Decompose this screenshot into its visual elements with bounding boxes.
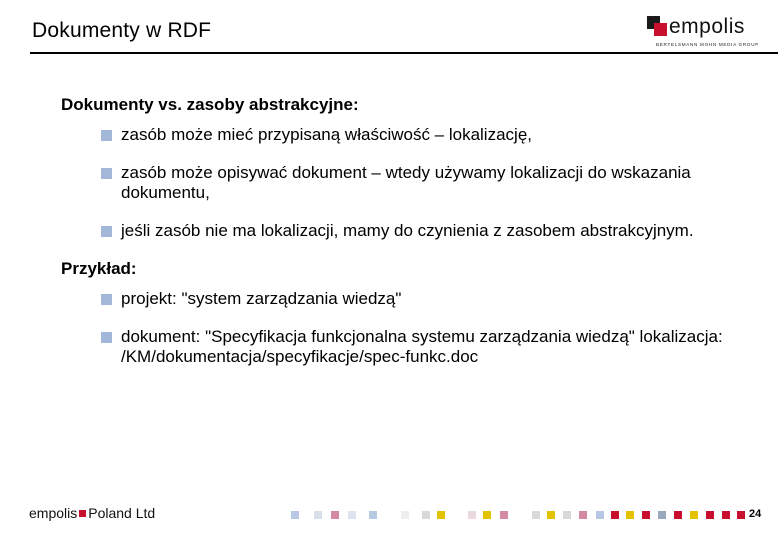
list-item (61, 163, 761, 203)
slide-content (61, 95, 761, 385)
bullet-list-abstract (61, 125, 761, 241)
decor-square (291, 511, 299, 519)
list-item-text: jeśli zasób nie ma lokalizacji, mamy do czynienia z zasobem abstrakcyjnym. (121, 221, 694, 240)
bullet-icon (101, 168, 112, 179)
decor-square (579, 511, 587, 519)
decor-square (690, 511, 698, 519)
footer-company-name: empolis (29, 505, 78, 521)
logo-wordmark: empolis (669, 15, 745, 38)
list-item-text: zasób może opisywać dokument – wtedy używamy lokalizacji do wskazania dokumentu, (121, 163, 691, 202)
decor-square (468, 511, 476, 519)
decor-square (331, 511, 339, 519)
bullet-icon (101, 226, 112, 237)
list-item-text: dokument: "Specyfikacja funkcjonalna systemu zarządzania wiedzą" lokalizacja: /KM/dokumentacja/specyfikacje/spec-funkc.doc (121, 327, 723, 366)
decor-square (547, 511, 555, 519)
slide-title: Dokumenty w RDF (32, 19, 212, 42)
list-item-text: projekt: "system zarządzania wiedzą" (121, 289, 402, 308)
decor-square (422, 511, 430, 519)
decor-square (483, 511, 491, 519)
logo-tagline: BERTELSMANN MOHN MEDIA GROUP (656, 42, 759, 47)
footer-company-suffix: Poland Ltd (88, 505, 156, 521)
section-heading-example: Przykład: (61, 259, 137, 278)
section-heading-abstract: Dokumenty vs. zasoby abstrakcyjne: (61, 95, 359, 114)
decor-square (722, 511, 730, 519)
decor-square (596, 511, 604, 519)
decor-square (401, 511, 409, 519)
footer-decorative-squares (0, 511, 780, 521)
decor-square (737, 511, 745, 519)
bullet-icon (101, 332, 112, 343)
bullet-icon (101, 294, 112, 305)
decor-square (532, 511, 540, 519)
list-item (61, 289, 761, 309)
decor-square (348, 511, 356, 519)
bullet-list-example (61, 289, 761, 367)
decor-square (674, 511, 682, 519)
list-item (61, 327, 761, 367)
decor-square (642, 511, 650, 519)
bullet-icon (101, 130, 112, 141)
list-item (61, 221, 761, 241)
decor-square (500, 511, 508, 519)
title-rule (30, 52, 778, 54)
decor-square (563, 511, 571, 519)
decor-square (437, 511, 445, 519)
page-number: 24 (749, 508, 762, 520)
logo-mark-icon (647, 16, 667, 36)
decor-square (626, 511, 634, 519)
decor-square (314, 511, 322, 519)
decor-square (706, 511, 714, 519)
list-item-text: zasób może mieć przypisaną właściwość – lokalizację, (121, 125, 532, 144)
list-item (61, 125, 761, 145)
empolis-logo (647, 16, 775, 50)
decor-square (658, 511, 666, 519)
decor-square (369, 511, 377, 519)
decor-square (611, 511, 619, 519)
